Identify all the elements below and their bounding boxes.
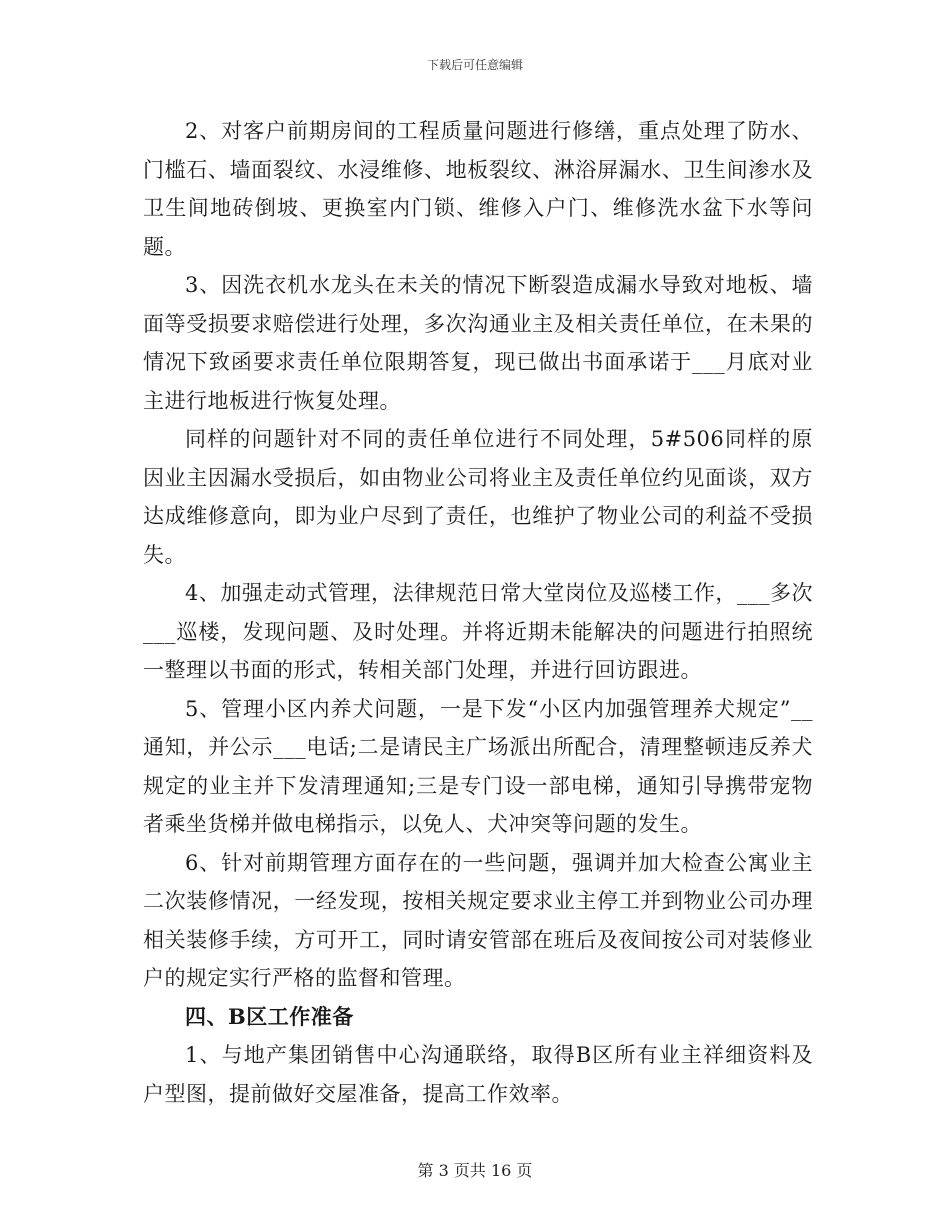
- paragraph: 2、对客户前期房间的工程质量问题进行修缮，重点处理了防水、门槛石、墙面裂纹、水浸维修、地板裂纹、淋浴屏漏水、卫生间渗水及卫生间地砖倒坡、更换室内门锁、维修入户门、维修洗水盆下水等问题。: [143, 119, 813, 259]
- page-number: 第 3 页共 16 页: [417, 1161, 533, 1180]
- paragraph: 1、与地产集团销售中心沟通联络，取得B区所有业主祥细资料及户型图，提前做好交屋准备，提高工作效率。: [143, 1043, 813, 1106]
- page-header: 下载后可任意编辑: [426, 58, 523, 72]
- paragraph: 3、因洗衣机水龙头在未关的情况下断裂造成漏水导致对地板、墙面等受损要求赔偿进行处理，多次沟通业主及相关责任单位，在未果的情况下致函要求责任单位限期答复，现已做出书面承诺于___月底对业主进行地板进行恢复处理。: [143, 273, 813, 413]
- document-body: [143, 112, 813, 1113]
- paragraph: 4、加强走动式管理，法律规范日常大堂岗位及巡楼工作，___多次___巡楼，发现问题、及时处理。并将近期未能解决的问题进行拍照统一整理以书面的形式，转相关部门处理，并进行回访跟进。: [143, 581, 813, 682]
- paragraph: 5、管理小区内养犬问题，一是下发“小区内加强管理养犬规定”__通知，并公示___电话;二是请民主广场派出所配合，清理整顿违反养犬规定的业主并下发清理通知;三是专门设一部电梯，通知引导携带宠物者乘坐货梯并做电梯指示，以免人、犬冲突等问题的发生。: [143, 696, 813, 836]
- section-heading: 四、B区工作准备: [185, 1003, 354, 1029]
- paragraph: 6、针对前期管理方面存在的一些问题，强调并加大检查公寓业主二次装修情况，一经发现，按相关规定要求业主停工并到物业公司办理相关装修手续，方可开工，同时请安管部在班后及夜间按公司对装修业户的规定实行严格的监督和管理。: [143, 850, 813, 990]
- paragraph: 同样的问题针对不同的责任单位进行不同处理，5#506同样的原因业主因漏水受损后，如由物业公司将业主及责任单位约见面谈，双方达成维修意向，即为业户尽到了责任，也维护了物业公司的利益不受损失。: [143, 427, 813, 567]
